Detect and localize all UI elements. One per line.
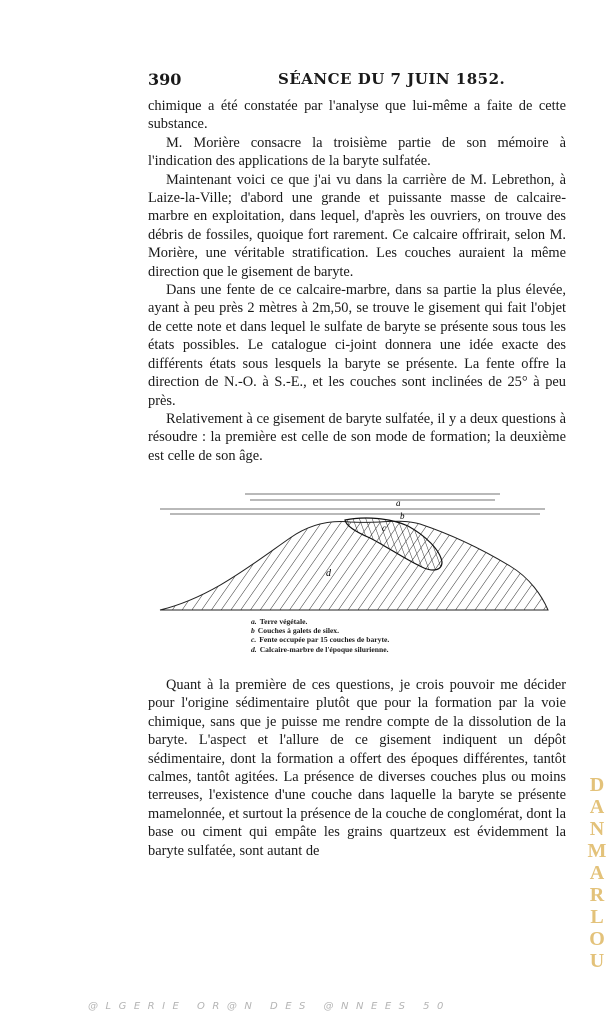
legend-item: a. Terre végétale. (251, 617, 308, 626)
library-stamp (586, 774, 608, 972)
figure-label-d: d (326, 568, 331, 579)
stamp-letter: O (589, 928, 605, 950)
body-text-bottom (148, 676, 566, 860)
page-number: 390 (148, 70, 182, 89)
legend-item: d. Calcaire-marbre de l'époque silurienne. (251, 644, 389, 654)
figure-label-a: a (396, 498, 401, 508)
topsoil-strata (160, 494, 545, 514)
figure-label-c: c (382, 523, 386, 533)
paragraph: Maintenant voici ce que j'ai vu dans la carrière de M. Lebrethon, à Laize-la-Ville; d'abord une grande et puissante masse de calcaire-marbre en exploitation, dans lequel, d'après les ouvriers, on trouve des débris de fossiles, quoique fort rarement. Ce calcaire offrirait, selon M. Morière, une véritable stratification. Les couches auraient la même direction que le gisement de baryte. (148, 171, 566, 280)
stamp-letter: M (587, 840, 607, 862)
geological-cross-section-figure (150, 488, 560, 613)
running-head: SÉANCE DU 7 JUIN 1852. (278, 70, 506, 88)
paragraph: Quant à la première de ces questions, je crois pouvoir me décider pour l'origine sédimentaire plutôt que pour la formation par la voie chimique, sans que je puisse me rendre compte de la dissolution de la baryte. L'aspect et l'allure de ce gisement indiquent un dépôt sédimentaire, dont la formation a offert des époques différentes, tantôt calmes, tantôt agitées. La présence de diverses couches plus ou moins terreuses, l'existence d'une couche dans laquelle la baryte se présente mamelonnée, et surtout la présence de la couche de conglomérat, dont la base ou ciment qui empâte les grains quartzeux est évidemment la baryte sulfatée, sont autant de (148, 677, 566, 859)
stamp-letter: U (589, 950, 605, 972)
paragraph: M. Morière consacre la troisième partie de son mémoire à l'indication des applications de la baryte sulfatée. (148, 134, 566, 170)
paragraph: Dans une fente de ce calcaire-marbre, dans sa partie la plus élevée, ayant à peu près 2 mètres à 2m,50, se trouve le gisement qui fait l'objet de cette note et dans lequel le sulfate de baryte se présente sous tous les états possibles. Le catalogue ci-joint donnera une idée exacte des différents états sous lesquels la baryte se présente. La fente offre la direction de N.-O. à S.-E., et les couches sont inclinées de 25° à peu près. (148, 282, 566, 409)
figure-label-b: b (400, 511, 405, 521)
body-text-top (148, 97, 566, 465)
stamp-letter: A (589, 862, 605, 884)
figure-legend (251, 617, 491, 654)
limestone-marble-mass (160, 521, 548, 610)
stamp-letter: L (590, 906, 604, 928)
stamp-letter: N (589, 818, 605, 840)
stamp-letter: D (589, 774, 605, 796)
legend-item: c. Fente occupée par 15 couches de baryte. (251, 635, 390, 645)
stamp-letter: R (589, 884, 605, 906)
paragraph: chimique a été constatée par l'analyse que lui-même a faite de cette substance. (148, 98, 566, 133)
stamp-letter: A (589, 796, 605, 818)
legend-item: b Couches à galets de silex. (251, 626, 340, 636)
page-header (148, 70, 564, 90)
paragraph: Relativement à ce gisement de baryte sulfatée, il y a deux questions à résoudre : la première est celle de son mode de formation; la deuxième est celle de son âge. (148, 410, 566, 464)
footer-watermark: @LGERIE OR@N DES @NNEES 50 (88, 1001, 451, 1012)
